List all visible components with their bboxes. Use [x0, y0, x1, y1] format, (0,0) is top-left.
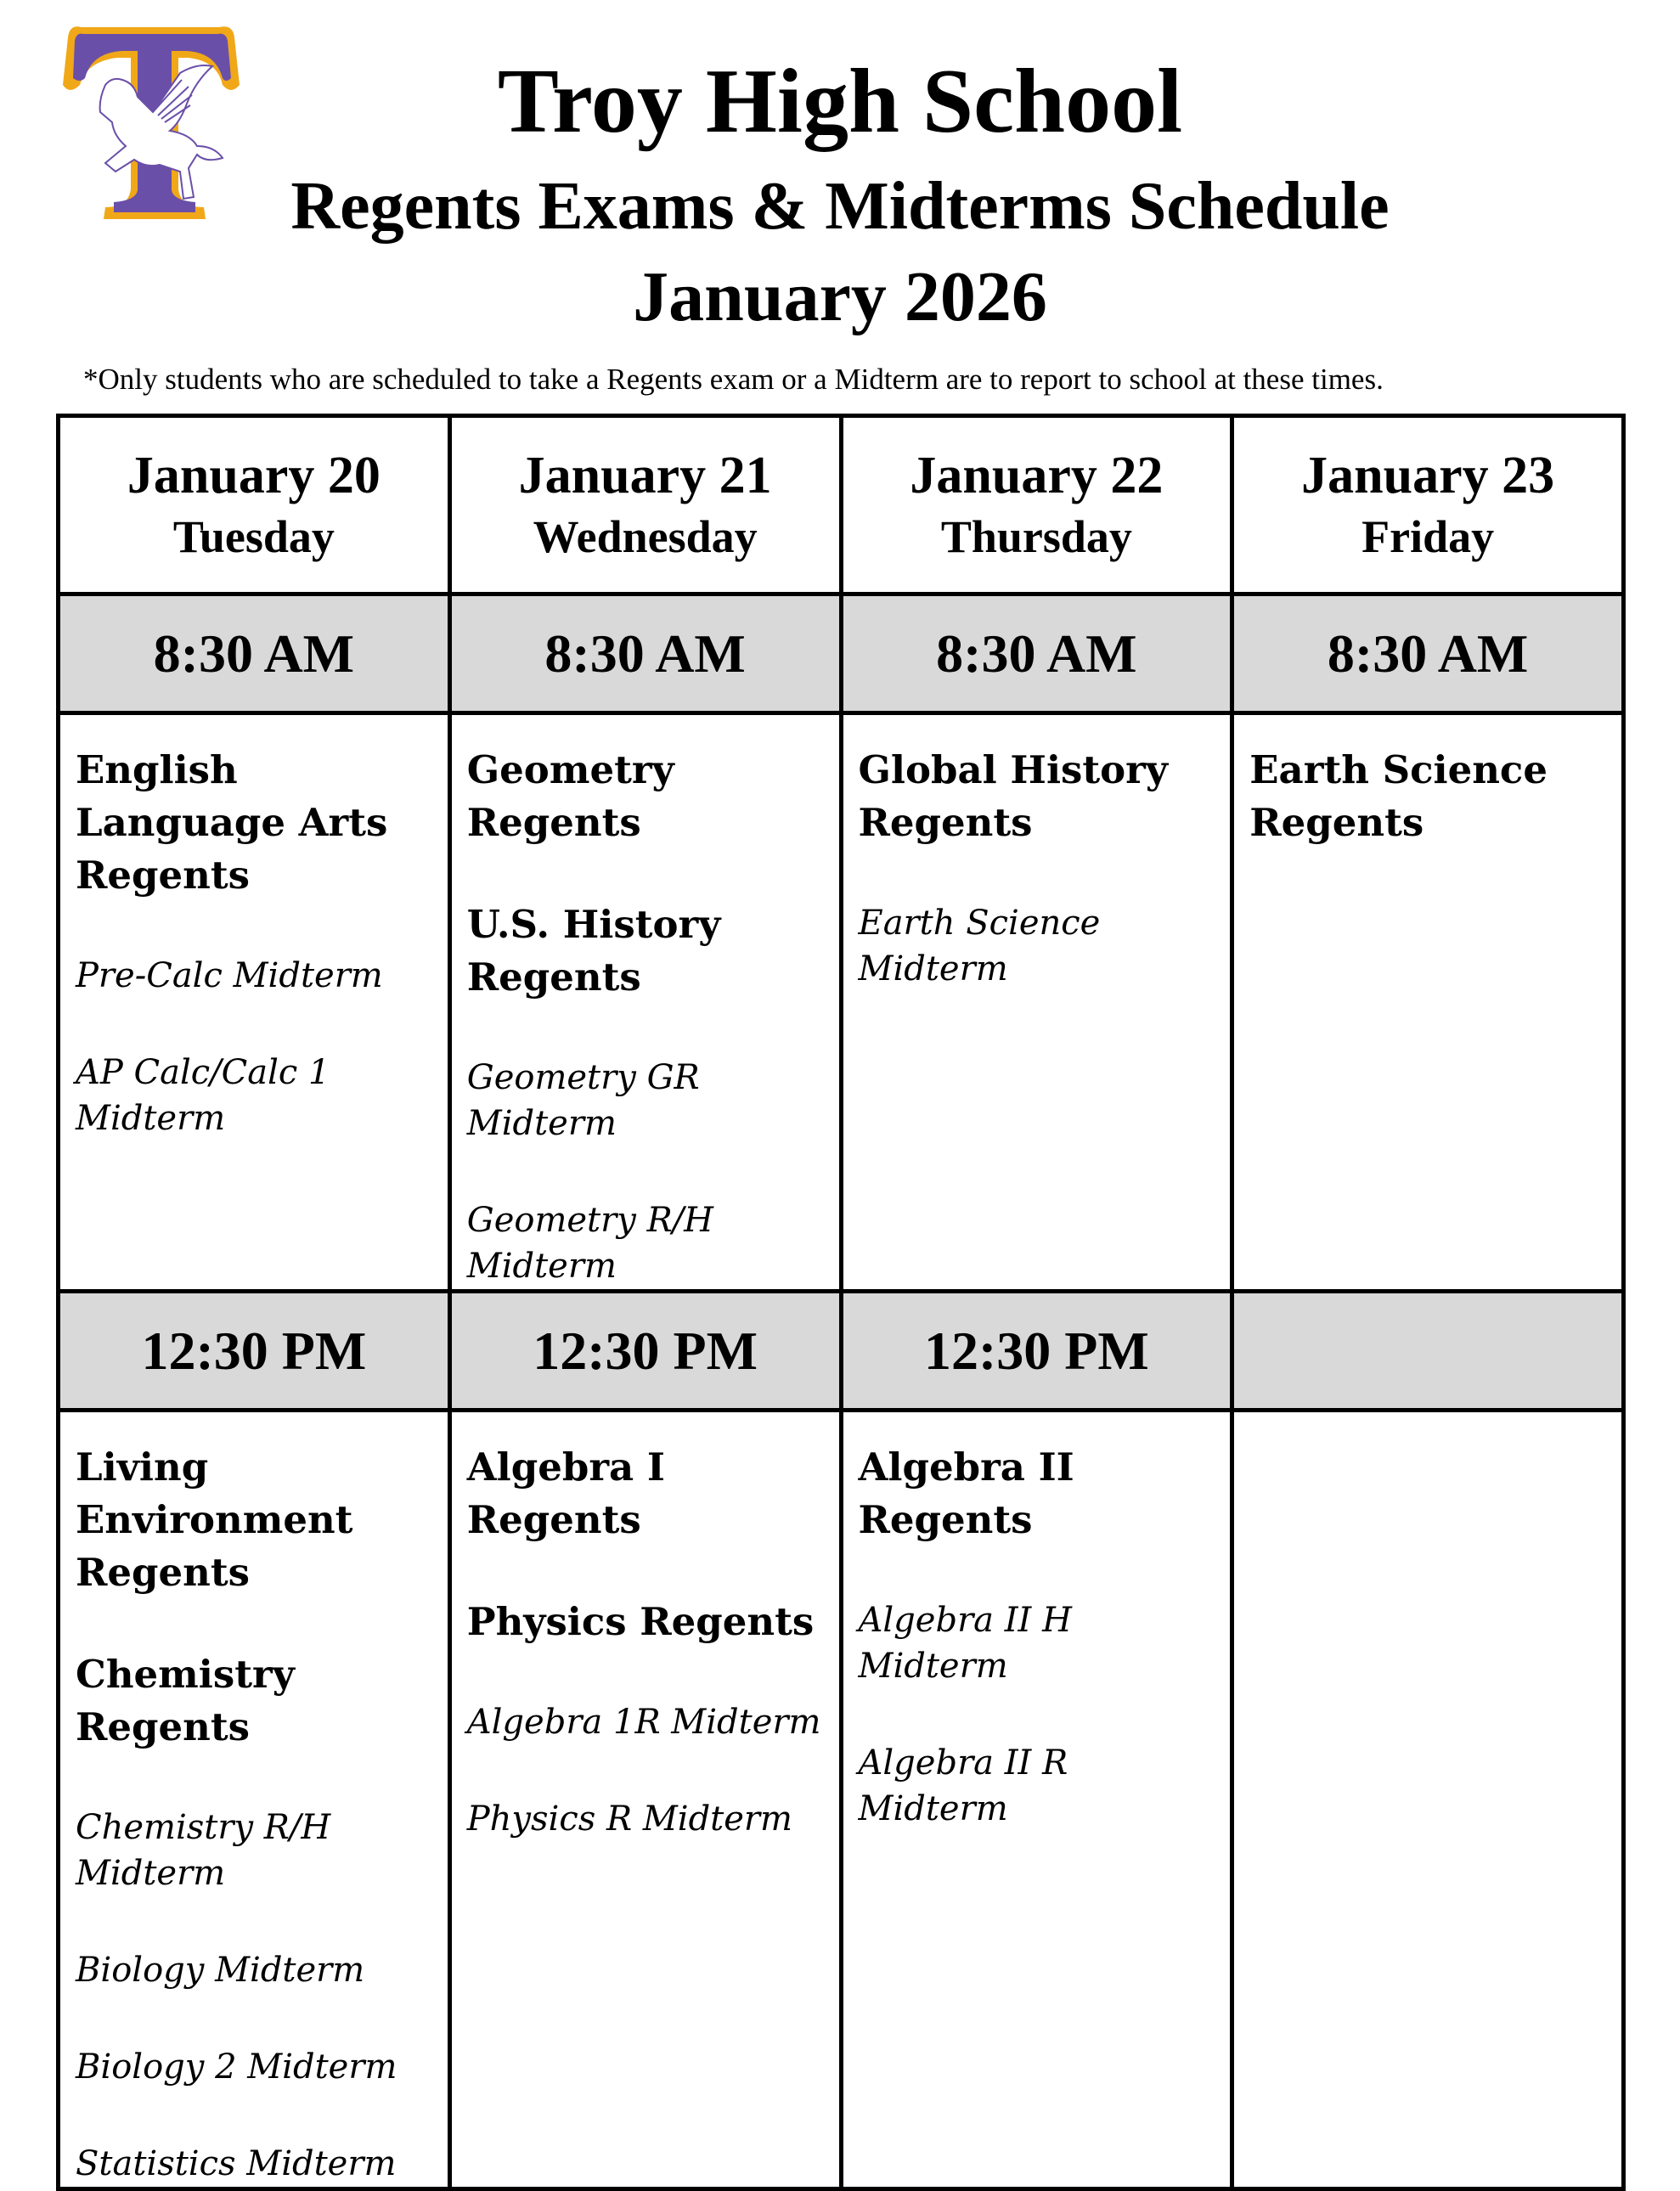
schedule-title: Regents Exams & Midterms Schedule [290, 169, 1390, 244]
midterm-exam: Earth Science Midterm [858, 904, 1101, 988]
time-label: 12:30 PM [533, 1320, 758, 1381]
time-slot-cell [841, 1292, 1232, 1411]
afternoon-time-row [59, 1292, 1624, 1411]
time-label: 12:30 PM [141, 1320, 367, 1381]
regents-exam: Earth Science Regents [1249, 747, 1548, 845]
regents-exam: Geometry Regents [466, 747, 674, 845]
exam-cell [1232, 1411, 1624, 2189]
day-header [449, 416, 841, 594]
midterm-exam: Chemistry R/H Midterm [76, 1808, 331, 1893]
midterm-exam: Biology Midterm [76, 1951, 365, 1990]
exam-cell [449, 1411, 841, 2189]
regents-exam: U.S. History Regents [466, 902, 721, 1000]
midterm-exam: Physics R Midterm [466, 1800, 792, 1839]
day-header [1232, 416, 1624, 594]
exam-cell [59, 713, 450, 1292]
day-weekday: Wednesday [533, 510, 758, 562]
time-label: 8:30 AM [936, 622, 1137, 684]
schedule-month: January 2026 [633, 257, 1047, 336]
time-slot-cell [841, 594, 1232, 713]
time-label: 8:30 AM [153, 622, 355, 684]
day-date: January 22 [910, 446, 1164, 504]
time-slot-cell [1232, 594, 1624, 713]
midterm-exam: Biology 2 Midterm [76, 2047, 397, 2087]
day-header [841, 416, 1232, 594]
day-date: January 23 [1301, 446, 1555, 504]
attendance-note: *Only students who are scheduled to take a Regents exam or a Midterm are to report to school at these times. [83, 363, 1384, 396]
day-weekday: Tuesday [172, 510, 335, 562]
midterm-exam: AP Calc/Calc 1 Midterm [76, 1053, 330, 1138]
regents-exam: English Language Arts Regents [76, 747, 388, 898]
midterm-exam: Algebra II R Midterm [858, 1743, 1068, 1828]
afternoon-exams-row [59, 1411, 1624, 2189]
date-header-row [59, 416, 1624, 594]
regents-exam: Chemistry Regents [76, 1652, 295, 1749]
exam-cell [841, 713, 1232, 1292]
day-date: January 21 [518, 446, 772, 504]
regents-exam: Algebra I Regents [466, 1445, 665, 1542]
exam-schedule-table [56, 414, 1626, 2191]
day-weekday: Friday [1361, 510, 1495, 562]
time-label: 8:30 AM [1327, 622, 1529, 684]
time-slot-cell [59, 1292, 450, 1411]
day-date: January 20 [127, 446, 381, 504]
school-name: Troy High School [497, 51, 1183, 152]
time-label: 12:30 PM [923, 1320, 1149, 1381]
exam-cell [449, 713, 841, 1292]
exam-cell [1232, 713, 1624, 1292]
exam-cell [841, 1411, 1232, 2189]
day-weekday: Thursday [940, 510, 1132, 562]
time-slot-cell [1232, 1292, 1624, 1411]
regents-exam: Physics Regents [466, 1599, 815, 1644]
morning-time-row [59, 594, 1624, 713]
regents-exam: Living Environment Regents [76, 1445, 353, 1595]
midterm-exam: Geometry GR Midterm [466, 1058, 700, 1143]
midterm-exam: Geometry R/H Midterm [466, 1201, 714, 1286]
time-slot-cell [59, 594, 450, 713]
morning-exams-row [59, 713, 1624, 1292]
regents-exam: Algebra II Regents [858, 1445, 1074, 1542]
midterm-exam: Algebra 1R Midterm [466, 1703, 821, 1742]
exam-cell [59, 1411, 450, 2189]
time-label: 8:30 AM [544, 622, 746, 684]
midterm-exam: Pre-Calc Midterm [76, 956, 383, 995]
midterm-exam: Statistics Midterm [76, 2144, 397, 2183]
time-slot-cell [449, 1292, 841, 1411]
day-header [59, 416, 450, 594]
time-slot-cell [449, 594, 841, 713]
midterm-exam: Algebra II H Midterm [858, 1601, 1072, 1686]
regents-exam: Global History Regents [858, 747, 1169, 845]
